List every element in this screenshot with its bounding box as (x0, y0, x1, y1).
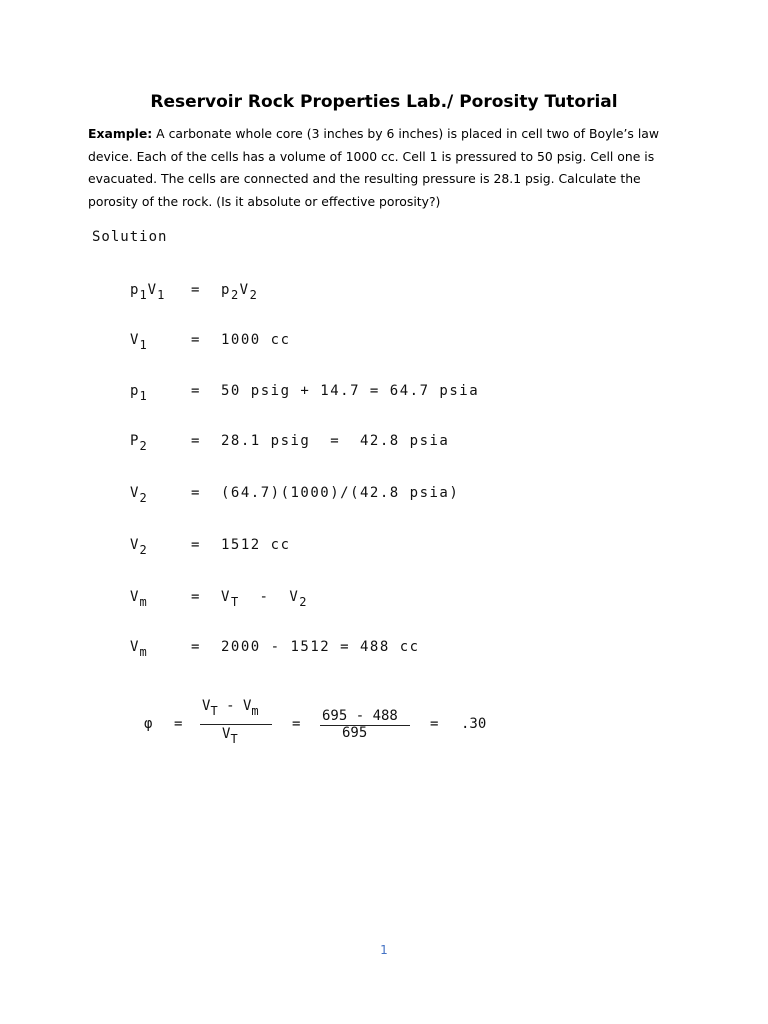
equals-sign: = (191, 433, 200, 449)
equals-sign: = (191, 589, 200, 605)
fraction-numerator: $V_T - V_m$ (202, 698, 259, 718)
equation-lhs: $V_m$ (130, 639, 148, 659)
porosity-result: .30 (461, 716, 487, 732)
equation-lhs: $P_2$ (130, 433, 148, 453)
phi-symbol: φ (144, 716, 153, 732)
equation-lhs: $V_2$ (130, 537, 148, 557)
equals-sign: = (430, 716, 439, 732)
page-number: 1 (380, 943, 388, 957)
equals-sign: = (191, 383, 200, 399)
equation-lhs: $V_2$ (130, 485, 148, 505)
equation-rhs: 2000 - 1512 = 488 cc (221, 639, 420, 655)
equation-rhs: 28.1 psig = 42.8 psia (221, 433, 450, 449)
equation-rhs: $p_2V_2$ (221, 282, 259, 302)
equals-sign: = (191, 537, 200, 553)
equation-rhs: 50 psig + 14.7 = 64.7 psia (221, 383, 480, 399)
equals-sign: = (292, 716, 301, 732)
fraction-numerator: 695 - 488 (322, 708, 398, 724)
equation-rhs: 1512 cc (221, 537, 291, 553)
fraction-denominator: $V_T$ (222, 726, 238, 746)
equals-sign: = (191, 485, 200, 501)
equation-rhs: $V_T - V_2$ (221, 589, 308, 609)
example-label: Example: (88, 126, 153, 141)
example-paragraph (88, 123, 688, 213)
equation-lhs: $p_1V_1$ (130, 282, 166, 302)
equals-sign: = (191, 282, 200, 298)
equation-lhs: $V_m$ (130, 589, 148, 609)
porosity-equation (140, 698, 540, 758)
equation-rhs: (64.7)(1000)/(42.8 psia) (221, 485, 460, 501)
equals-sign: = (191, 639, 200, 655)
equation-lhs: $V_1$ (130, 332, 148, 352)
fraction-denominator: 695 (342, 725, 368, 741)
equals-sign: = (174, 716, 183, 732)
equation-lhs: $p_1$ (130, 383, 148, 403)
solution-heading: Solution (92, 229, 168, 245)
page-title: Reservoir Rock Properties Lab./ Porosity Tutorial (150, 92, 618, 112)
example-text: A carbonate whole core (3 inches by 6 inches) is placed in cell two of Boyle’s law device. Each of the cells has a volume of 1000 cc. Cell 1 is pressured to 50 psig. Cell one is evacuated. The cells are connected and the resulting pressure is 28.1 psig. Calculate the porosity of the rock. (Is it absolute or effective porosity?) (88, 126, 659, 209)
equation-rhs: 1000 cc (221, 332, 291, 348)
equals-sign: = (191, 332, 200, 348)
fraction-line (200, 724, 272, 725)
